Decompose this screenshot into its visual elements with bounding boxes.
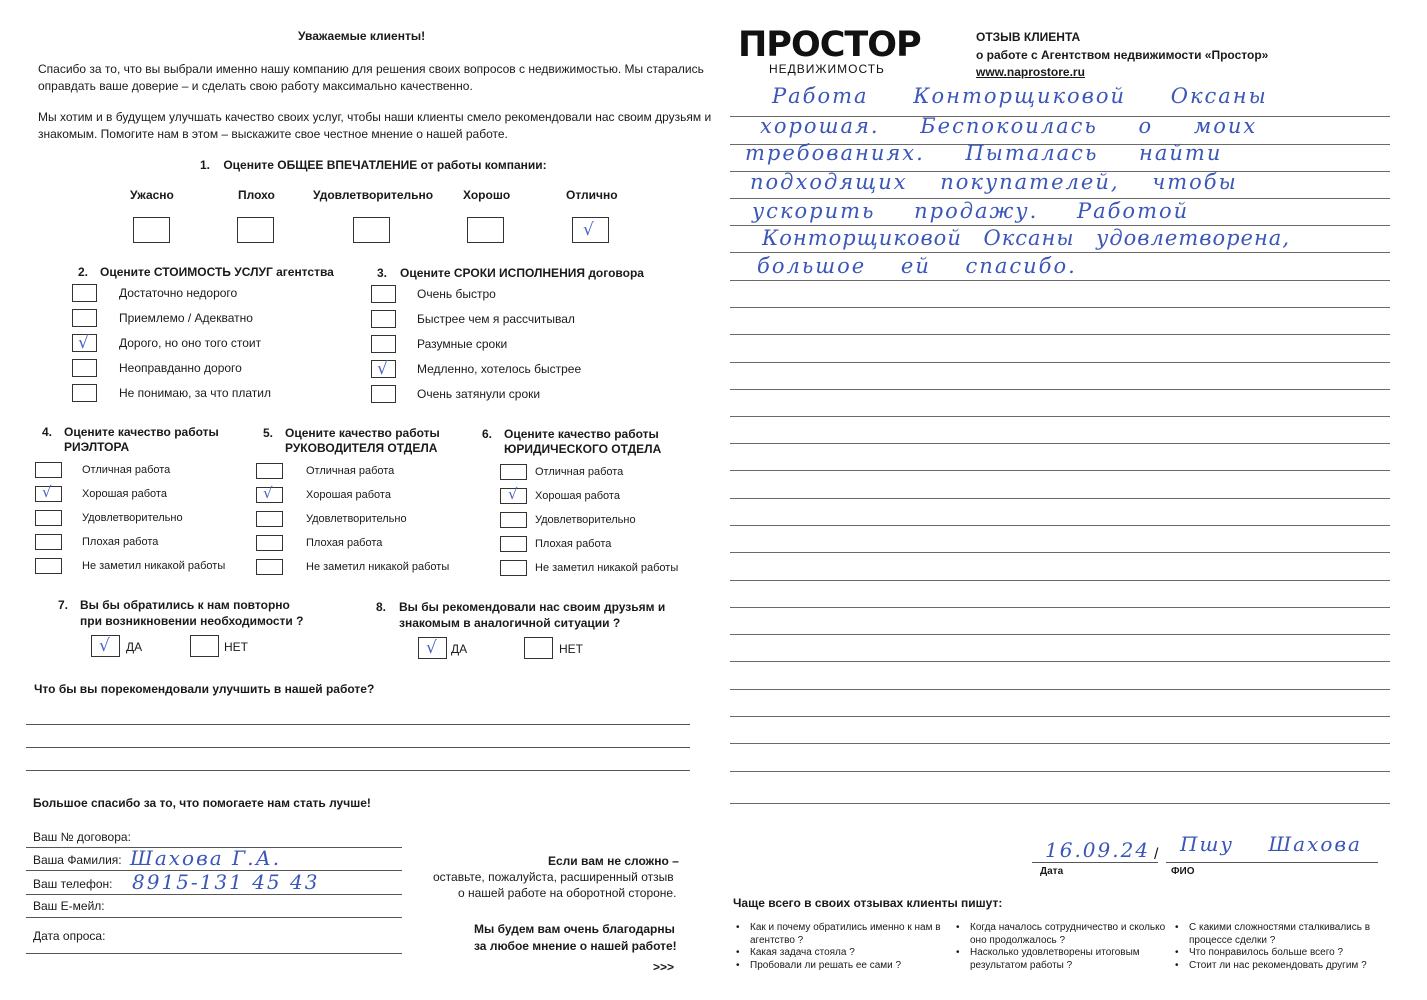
- answer-line[interactable]: [26, 747, 690, 748]
- surname-label: Ваша Фамилия:: [33, 853, 122, 867]
- intro-paragraph-2-line-2: знакомым. Помогите нам в этом – выскажите свое честное мнение о нашей работе.: [38, 127, 508, 141]
- side-note-line-3: о нашей работе на оборотной стороне.: [458, 886, 677, 900]
- q2-option-label: Дорого, но оно того стоит: [119, 336, 262, 350]
- ruled-line: [730, 416, 1390, 417]
- review-title: ОТЗЫВ КЛИЕНТА: [976, 30, 1081, 44]
- arrows-icon: >>>: [653, 960, 675, 974]
- q4-option-label: Хорошая работа: [82, 488, 167, 500]
- q5-checkbox[interactable]: [256, 559, 283, 575]
- q5-checkbox[interactable]: [256, 511, 283, 527]
- q4-checkbox[interactable]: [35, 510, 62, 526]
- q6-number: 6.: [482, 427, 493, 441]
- q1-option-label: Ужасно: [130, 188, 174, 202]
- q6-checkbox[interactable]: [500, 485, 527, 504]
- q8-no-checkbox[interactable]: [524, 637, 553, 659]
- q1-checkbox-terrible[interactable]: [133, 217, 170, 243]
- q6-option-label: Не заметил никакой работы: [535, 562, 679, 574]
- q3-option-label: Медленно, хотелось быстрее: [417, 362, 582, 376]
- q4-title-subject: РИЭЛТОРА: [64, 440, 130, 454]
- side-note-line-2: оставьте, пожалуйста, расширенный отзыв: [433, 870, 674, 884]
- q5-option-label: Не заметил никакой работы: [306, 561, 450, 573]
- q6-checkbox[interactable]: [500, 560, 527, 576]
- check-mark-icon: √: [42, 483, 52, 501]
- review-handwritten-line: большое ей спасибо.: [757, 254, 1077, 278]
- q1-checkbox-good[interactable]: [467, 217, 504, 243]
- ruled-line: [730, 307, 1390, 308]
- ruled-line: [730, 389, 1390, 390]
- tip-item: • Какая задача стояла ?: [750, 947, 941, 960]
- ruled-line: [730, 443, 1390, 444]
- q7-yes-checkbox[interactable]: [91, 635, 120, 657]
- q2-number: 2.: [78, 265, 89, 279]
- q3-option-label: Очень затянули сроки: [417, 387, 541, 401]
- ruled-line: [730, 689, 1390, 690]
- handwritten-phone: 8915-131 45 43: [132, 870, 320, 894]
- ruled-line: [730, 771, 1390, 772]
- q2-option-label: Неоправданно дорого: [119, 361, 242, 375]
- q7-no-checkbox[interactable]: [190, 635, 219, 657]
- q3-checkbox[interactable]: [371, 335, 396, 353]
- review-handwritten-line: Конторщиковой Оксаны удовлетворена,: [762, 226, 1291, 250]
- q3-checkbox[interactable]: [371, 310, 396, 328]
- q4-title: Оцените качество работы: [64, 425, 219, 439]
- ruled-line: [730, 525, 1390, 526]
- q6-option-label: Плохая работа: [535, 538, 612, 550]
- q1-option-label: Удовлетворительно: [313, 188, 434, 202]
- q8-title-line-2: знакомым в аналогичной ситуации ?: [399, 616, 621, 630]
- email-field[interactable]: [26, 917, 402, 918]
- date-fio-separator: /: [1154, 846, 1159, 863]
- q8-yes-label: ДА: [451, 642, 468, 656]
- q5-option-label: Удовлетворительно: [306, 513, 407, 525]
- tips-column-2: [970, 922, 1165, 972]
- q1-option-label: Хорошо: [463, 188, 511, 202]
- check-mark-icon: √: [263, 484, 273, 502]
- q2-option-label: Не понимаю, за что платил: [119, 386, 272, 400]
- q2-checkbox[interactable]: [72, 334, 97, 352]
- q3-option-label: Разумные сроки: [417, 337, 508, 351]
- ruled-line: [730, 470, 1390, 471]
- q1-title: 1. Оцените ОБЩЕЕ ВПЕЧАТЛЕНИЕ от работы компании:: [200, 158, 547, 172]
- q8-title: Вы бы рекомендовали нас своим друзьям и: [399, 600, 666, 614]
- tip-item: • Насколько удовлетворены итоговым: [970, 947, 1165, 960]
- check-mark-icon: √: [78, 333, 89, 353]
- handwritten-surname: Шахова Г.А.: [130, 846, 282, 870]
- answer-line[interactable]: [26, 770, 690, 771]
- intro-paragraph-2-line-1: Мы хотим и в будущем улучшать качество своих услуг, чтобы наши клиенты смело рекомендовали нас своим друзьям и: [38, 110, 712, 124]
- q7-title: Вы бы обратились к нам повторно: [80, 598, 290, 612]
- brand-logo: [738, 25, 921, 76]
- phone-label: Ваш телефон:: [33, 877, 113, 891]
- q4-option-label: Удовлетворительно: [82, 512, 183, 524]
- q1-checkbox-excellent[interactable]: [572, 217, 609, 243]
- check-mark-icon: √: [508, 485, 518, 503]
- q2-checkbox[interactable]: [72, 384, 97, 402]
- q4-checkbox[interactable]: [35, 558, 62, 574]
- review-handwritten-line: требованиях. Пыталась найти: [745, 141, 1223, 165]
- q8-no-label: НЕТ: [559, 642, 583, 656]
- q5-checkbox[interactable]: [256, 463, 283, 479]
- q3-option-label: Очень быстро: [417, 287, 496, 301]
- ruled-line: [730, 498, 1390, 499]
- ruled-line: [730, 552, 1390, 553]
- q6-checkbox[interactable]: [500, 464, 527, 480]
- review-handwritten-line: Работа Конторщиковой Оксаны: [772, 84, 1268, 108]
- ruled-line: [730, 580, 1390, 581]
- tips-column-1: [750, 922, 941, 972]
- q7-title-line-2: при возникновении необходимости ?: [80, 614, 304, 628]
- q7-no-label: НЕТ: [224, 640, 248, 654]
- q2-option-label: Достаточно недорого: [119, 286, 238, 300]
- logo-subtitle: НЕДВИЖИМОСТЬ: [769, 62, 885, 76]
- email-label: Ваш Е-мейл:: [33, 899, 105, 913]
- left-heading: Уважаемые клиенты!: [298, 29, 426, 43]
- q2-option-label: Приемлемо / Адекватно: [119, 311, 253, 325]
- q6-option-label: Удовлетворительно: [535, 514, 636, 526]
- q4-number: 4.: [42, 425, 53, 439]
- q8-yes-checkbox[interactable]: [418, 637, 447, 659]
- q3-option-label: Быстрее чем я рассчитывал: [417, 312, 575, 326]
- often-title: Чаще всего в своих отзывах клиенты пишут:: [733, 896, 1003, 910]
- website-link[interactable]: www.naprostore.ru: [976, 65, 1085, 79]
- ruled-line: [730, 661, 1390, 662]
- tip-item-continued: оно продолжалось ?: [970, 934, 1066, 946]
- q4-checkbox[interactable]: [35, 462, 62, 478]
- q6-option-label: Отличная работа: [535, 466, 624, 478]
- tips-column-3: [1189, 922, 1370, 972]
- q8-number: 8.: [376, 600, 387, 614]
- q1-checkbox-satisfactory[interactable]: [353, 217, 390, 243]
- check-mark-icon: √: [426, 638, 437, 658]
- q6-option-label: Хорошая работа: [535, 490, 620, 502]
- ruled-line: [730, 252, 1390, 253]
- q3-checkbox[interactable]: [371, 285, 396, 303]
- intro-paragraph-1-line-1: Спасибо за то, что вы выбрали именно нашу компанию для решения своих вопросов с недвижимостью. Мы старались: [38, 62, 704, 76]
- tip-item: • Что понравилось больше всего ?: [1189, 947, 1370, 960]
- q3-number: 3.: [377, 266, 388, 280]
- survey-date-field[interactable]: [26, 953, 402, 954]
- ruled-line: [730, 634, 1390, 635]
- q3-title: Оцените СРОКИ ИСПОЛНЕНИЯ договора: [400, 266, 644, 280]
- handwritten-date: 16.09.24: [1045, 838, 1151, 862]
- tip-item-continued: процессе сделки ?: [1189, 934, 1276, 946]
- tip-item: • Когда началось сотрудничество и сколько: [970, 922, 1165, 935]
- recommend-question: Что бы вы порекомендовали улучшить в нашей работе?: [34, 682, 375, 696]
- q1-checkbox-bad[interactable]: [237, 217, 274, 243]
- review-handwritten-line: ускорить продажу. Работой: [752, 199, 1190, 223]
- q2-checkbox[interactable]: [72, 309, 97, 327]
- fio-label: ФИО: [1171, 866, 1195, 877]
- intro-paragraph-1-line-2: оправдать ваше доверие – и сделать свою работу максимально качественно.: [38, 79, 473, 93]
- ruled-line: [730, 716, 1390, 717]
- q1-option-label: Отлично: [566, 188, 618, 202]
- q3-checkbox[interactable]: [371, 385, 396, 403]
- ruled-line: [730, 362, 1390, 363]
- review-subtitle: о работе с Агентством недвижимости «Простор»: [976, 48, 1269, 62]
- q2-checkbox[interactable]: [72, 359, 97, 377]
- q7-number: 7.: [58, 598, 69, 612]
- q4-checkbox[interactable]: [35, 534, 62, 550]
- q4-option-label: Плохая работа: [82, 536, 159, 548]
- ruled-line: [730, 607, 1390, 608]
- q5-option-label: Хорошая работа: [306, 489, 391, 501]
- tip-item-continued: агентство ?: [750, 934, 804, 946]
- q6-title: Оцените качество работы: [504, 427, 659, 441]
- q7-yes-label: ДА: [126, 640, 143, 654]
- q2-checkbox[interactable]: [72, 284, 97, 302]
- review-handwritten-line: хорошая. Беспокоилась о моих: [760, 114, 1258, 138]
- q1-option-label: Плохо: [238, 188, 275, 202]
- grateful-line-2: за любое мнение о нашей работе!: [474, 939, 677, 953]
- q5-title: Оцените качество работы: [285, 426, 440, 440]
- q4-checkbox[interactable]: [35, 483, 62, 502]
- q5-number: 5.: [263, 426, 274, 440]
- q6-checkbox[interactable]: [500, 536, 527, 552]
- contract-number-label: Ваш № договора:: [33, 830, 131, 844]
- ruled-line: [730, 743, 1390, 744]
- tip-item: • Стоит ли нас рекомендовать другим ?: [1189, 960, 1370, 973]
- q5-checkbox[interactable]: [256, 484, 283, 503]
- side-note-line-1: Если вам не сложно –: [548, 854, 679, 868]
- q4-option-label: Не заметил никакой работы: [82, 560, 226, 572]
- phone-field[interactable]: [26, 894, 402, 895]
- q5-option-label: Отличная работа: [306, 465, 395, 477]
- tip-item: • Пробовали ли решать ее сами ?: [750, 960, 941, 973]
- fio-field[interactable]: [1166, 862, 1378, 863]
- ruled-line: [730, 280, 1390, 281]
- q5-option-label: Плохая работа: [306, 537, 383, 549]
- tip-item: • С какими сложностями сталкивались в: [1189, 922, 1370, 935]
- date-label: Дата: [1040, 866, 1064, 877]
- check-mark-icon: √: [377, 359, 388, 379]
- tip-item: • Как и почему обратились именно к нам в: [750, 922, 941, 935]
- handwritten-fio: Пшу Шахова: [1180, 832, 1362, 856]
- answer-line[interactable]: [26, 724, 690, 725]
- thanks-text: Большое спасибо за то, что помогаете нам стать лучше!: [33, 796, 371, 810]
- q4-option-label: Отличная работа: [82, 464, 171, 476]
- q3-checkbox[interactable]: [371, 360, 396, 378]
- date-field[interactable]: [1032, 862, 1158, 863]
- survey-date-label: Дата опроса:: [33, 929, 106, 943]
- ruled-line: [730, 334, 1390, 335]
- grateful-line-1: Мы будем вам очень благодарны: [474, 922, 675, 936]
- q5-checkbox[interactable]: [256, 535, 283, 551]
- ruled-line: [730, 803, 1390, 804]
- check-mark-icon: √: [583, 220, 594, 240]
- logo-wordmark: ПРОСТОР: [738, 25, 921, 65]
- q6-checkbox[interactable]: [500, 512, 527, 528]
- q2-title: Оцените СТОИМОСТЬ УСЛУГ агентства: [100, 265, 334, 279]
- tip-item-continued: результатом работы ?: [970, 959, 1073, 971]
- q6-title-subject: ЮРИДИЧЕСКОГО ОТДЕЛА: [504, 442, 662, 456]
- check-mark-icon: √: [99, 636, 110, 656]
- review-handwritten-line: подходящих покупателей, чтобы: [750, 170, 1238, 194]
- q5-title-subject: РУКОВОДИТЕЛЯ ОТДЕЛА: [285, 441, 438, 455]
